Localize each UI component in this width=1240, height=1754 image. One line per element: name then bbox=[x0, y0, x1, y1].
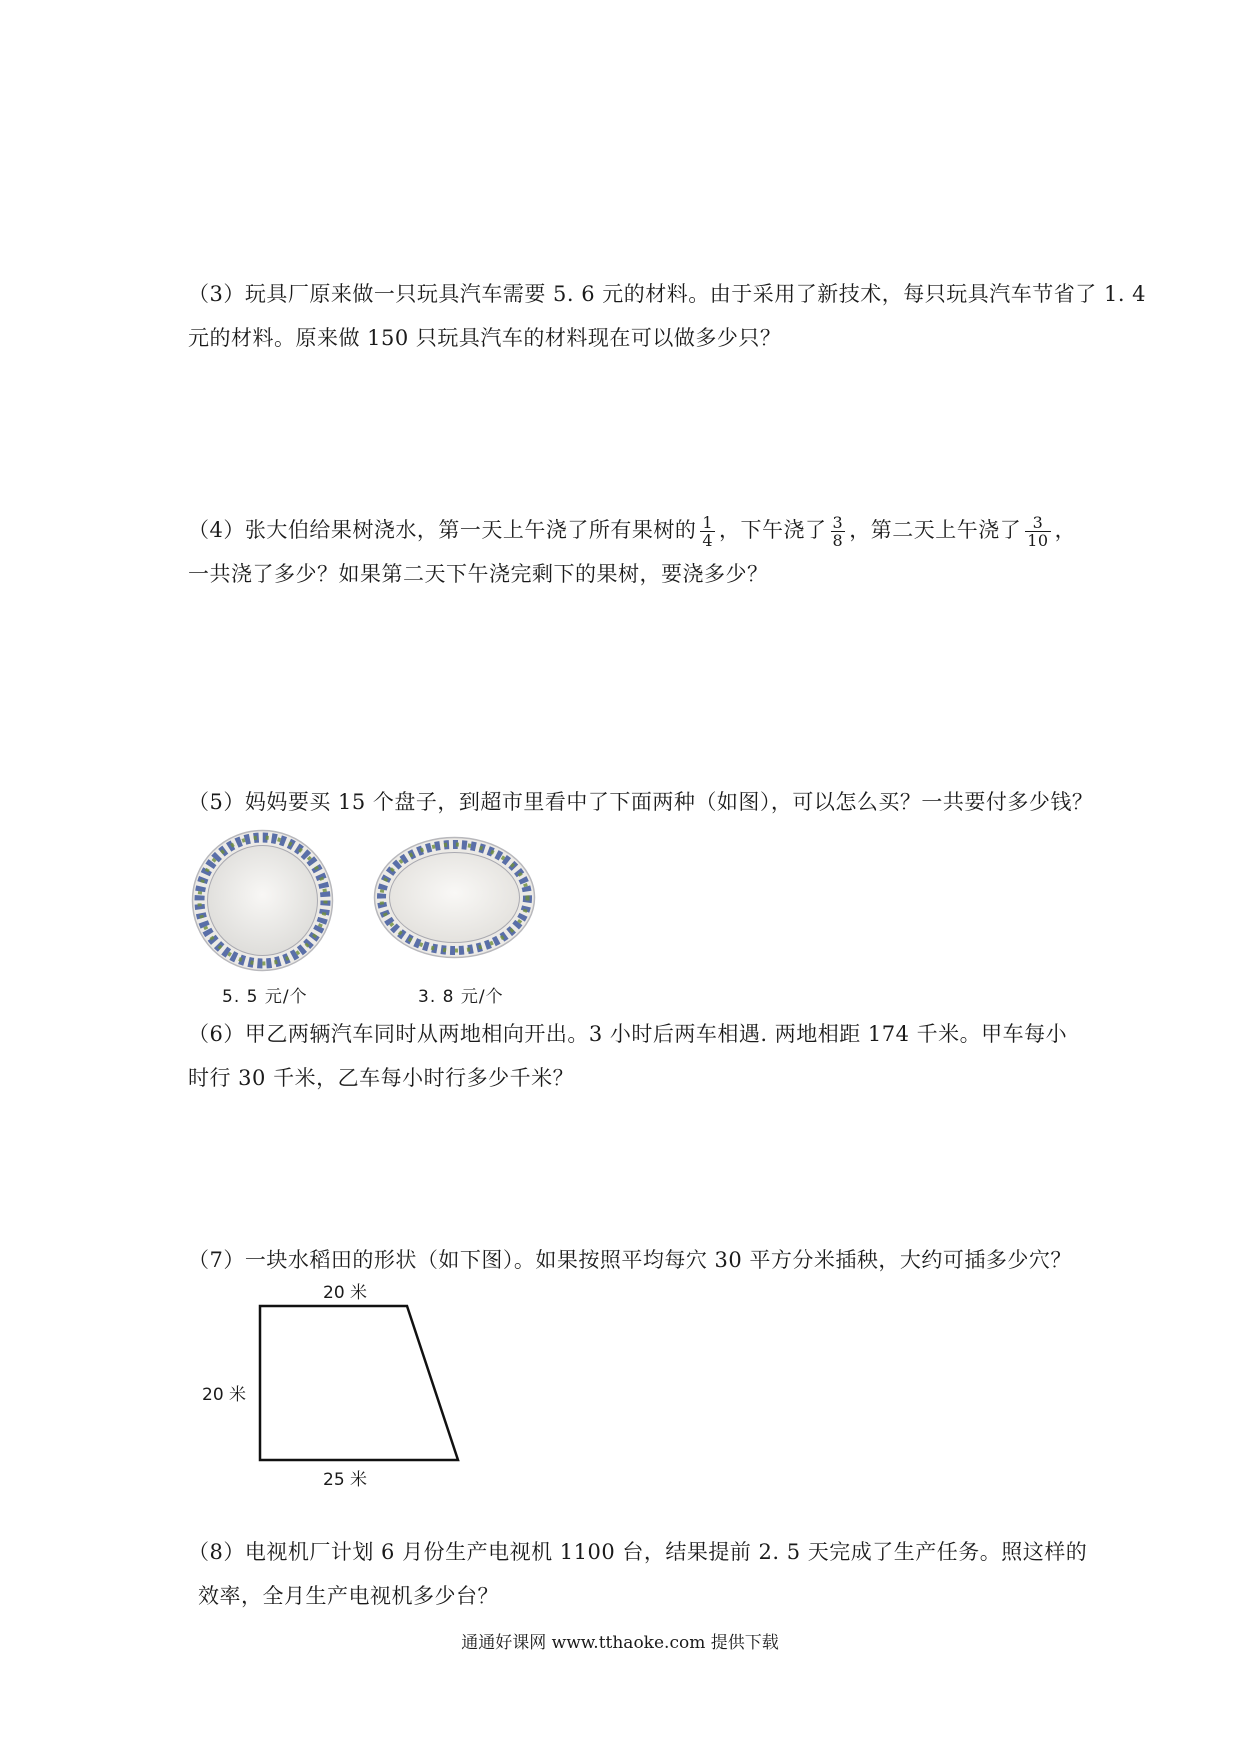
problem-6-line-2: 时行 30 千米，乙车每小时行多少千米？ bbox=[188, 1066, 575, 1090]
problem-4-text-2: ，下午浇了 bbox=[719, 518, 827, 542]
problem-7-line-1: （7）一块水稻田的形状（如下图）。如果按照平均每穴 30 平方分米插秧，大约可插多少穴？ bbox=[188, 1248, 1072, 1272]
problem-6-line-1: （6）甲乙两辆汽车同时从两地相向开出。3 小时后两车相遇. 两地相距 174 千米。甲车每小 bbox=[188, 1022, 1068, 1046]
problem-4-text-1: （4）张大伯给果树浇水，第一天上午浇了所有果树的 bbox=[188, 518, 697, 542]
problem-8 bbox=[188, 1530, 1088, 1618]
fraction-one-quarter: $\frac{1}{4}$ bbox=[702, 513, 714, 550]
trapezoid-top-label: 20 米 bbox=[323, 1283, 368, 1303]
problem-4-text-3: ，第二天上午浇了 bbox=[849, 518, 1022, 542]
problem-4-text-4: ， bbox=[1054, 518, 1077, 542]
problem-3-line-2: 元的材料。原来做 150 只玩具汽车的材料现在可以做多少只？ bbox=[188, 326, 782, 350]
problem-3-line-1: （3）玩具厂原来做一只玩具汽车需要 5. 6 元的材料。由于采用了新技术，每只玩具汽车节省了 1. 4 bbox=[188, 282, 1147, 306]
round-plate-price: 5. 5 元/个 bbox=[222, 987, 308, 1007]
fraction-three-tenths: $\frac{3}{10}$ bbox=[1027, 513, 1049, 550]
trapezoid-left-label: 20 米 bbox=[202, 1385, 247, 1405]
problem-5-line-1: （5）妈妈要买 15 个盘子，到超市里看中了下面两种（如图），可以怎么买？一共要付多少钱？ bbox=[188, 790, 1094, 814]
footer-credit: 通通好课网 www.tthaoke.com 提供下载 bbox=[461, 1633, 779, 1653]
problem-8-line-2: 效率，全月生产电视机多少台？ bbox=[198, 1584, 499, 1608]
oval-plate-price: 3. 8 元/个 bbox=[418, 987, 504, 1007]
problem-8-line-1: （8）电视机厂计划 6 月份生产电视机 1100 台，结果提前 2. 5 天完成了生产任务。照这样的 bbox=[188, 1540, 1088, 1564]
trapezoid-bottom-label: 25 米 bbox=[323, 1470, 368, 1490]
trapezoid-shape bbox=[260, 1306, 458, 1460]
problem-4-line-2: 一共浇了多少？如果第二天下午浇完剩下的果树，要浇多少？ bbox=[188, 562, 769, 586]
fraction-three-eighths: $\frac{3}{8}$ bbox=[832, 513, 844, 550]
